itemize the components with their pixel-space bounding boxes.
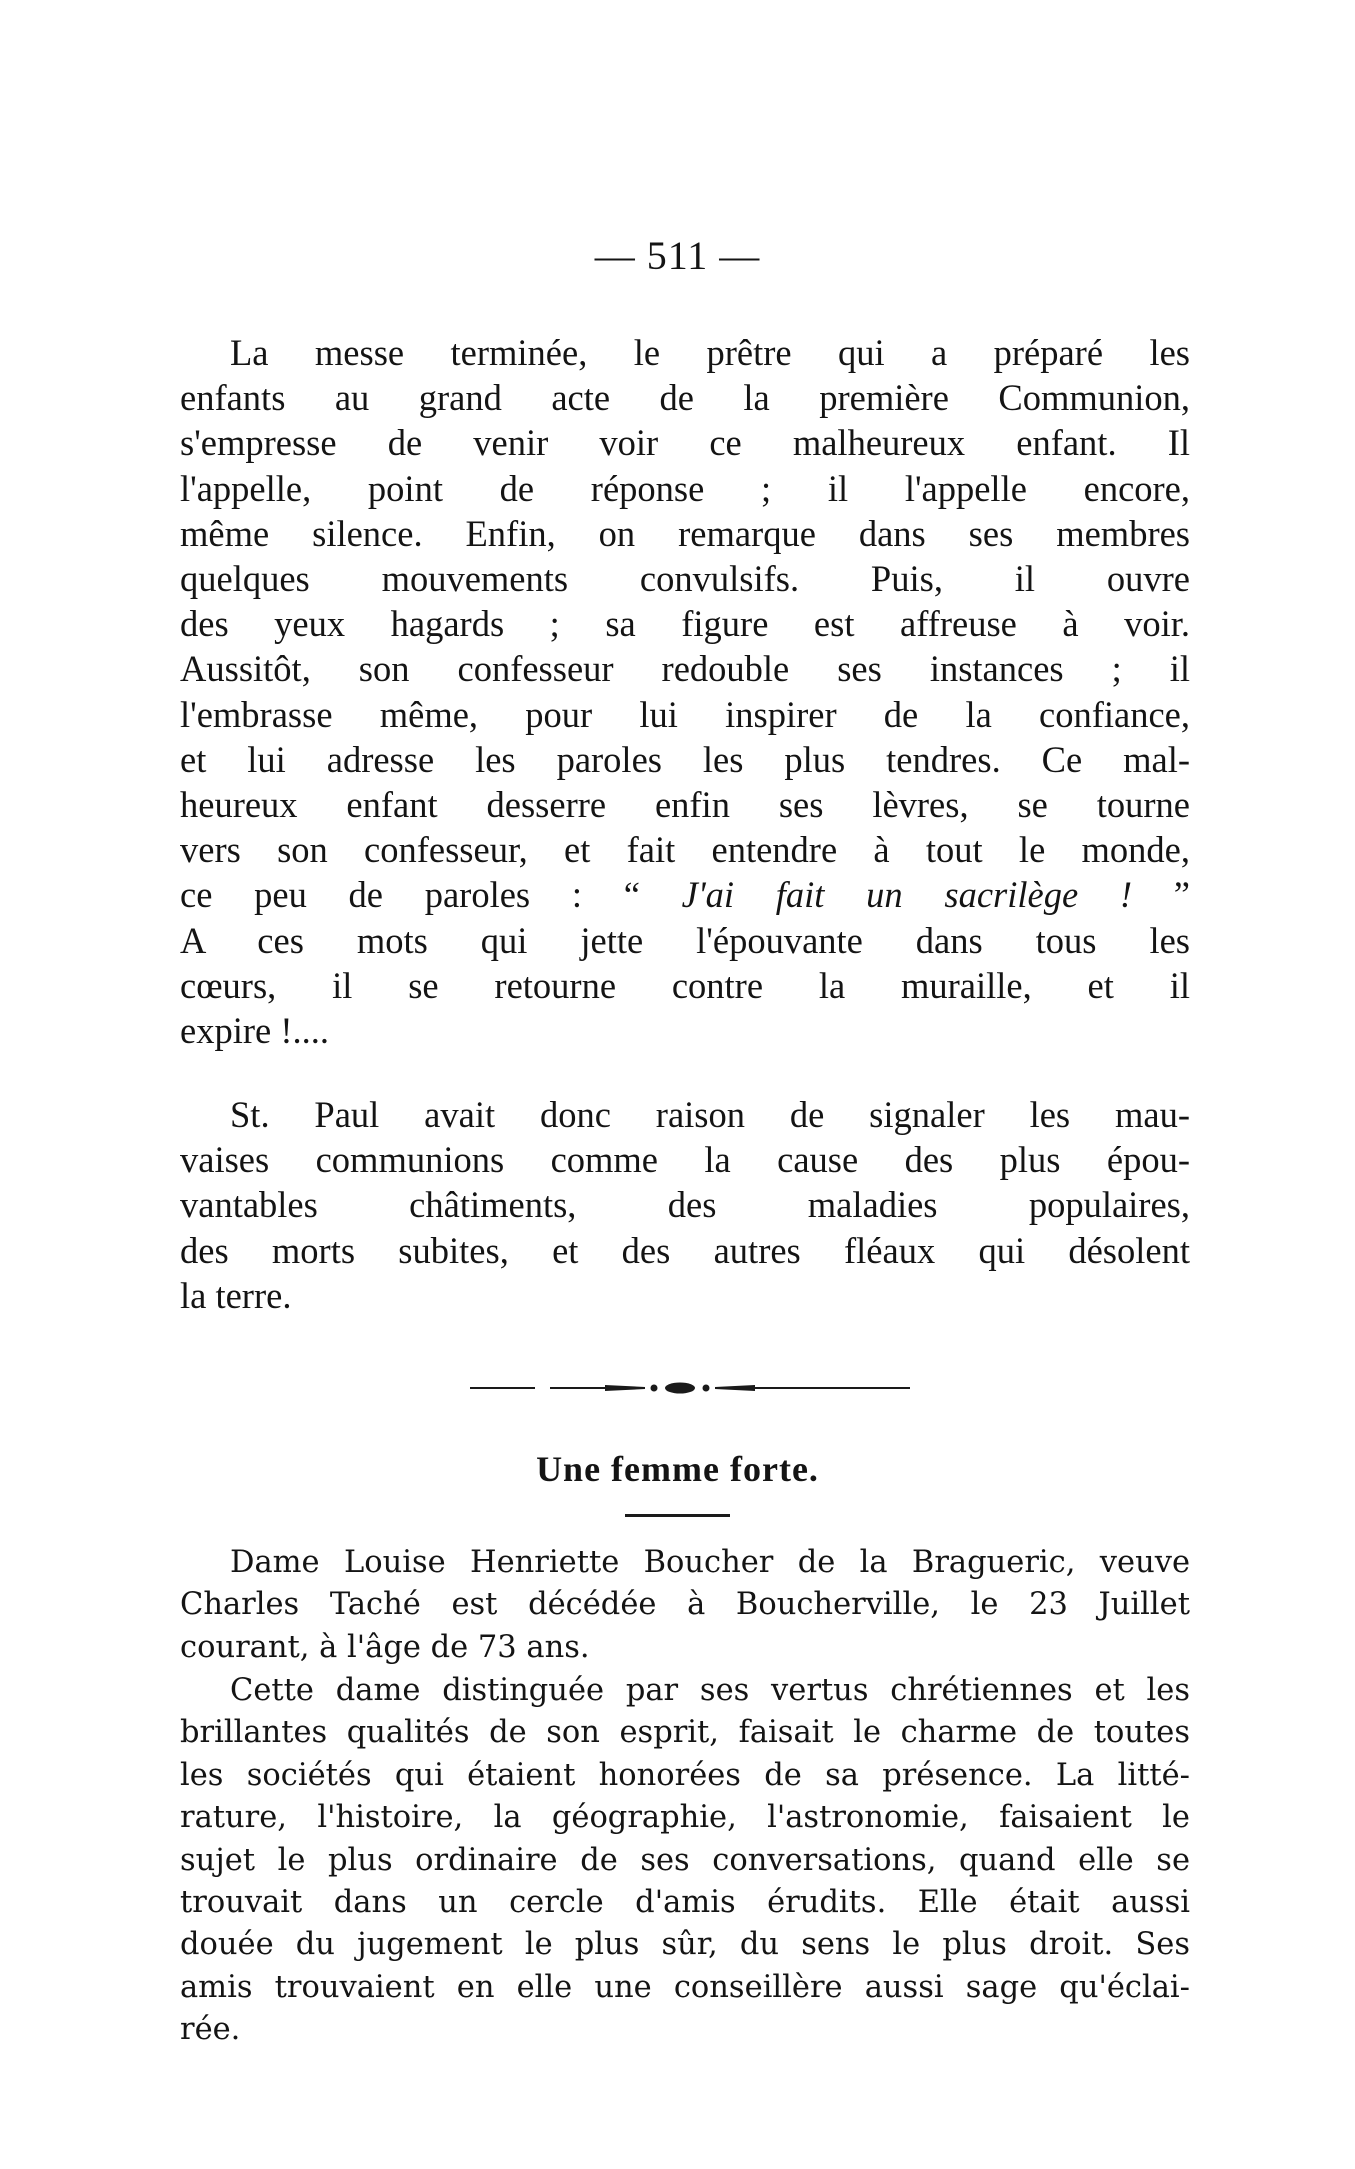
text-line: Cette dame distinguée par ses vertus chrétiennes et les bbox=[230, 1673, 1190, 1708]
title-underline bbox=[625, 1514, 730, 1517]
text-line: cœurs, il se retourne contre la muraille, et il bbox=[180, 964, 1190, 1006]
text-line: enfants au grand acte de la première Communion, bbox=[180, 377, 1190, 419]
text-line: vers son confesseur, et fait entendre à tout le monde, bbox=[180, 829, 1190, 871]
text-line: quelques mouvements convulsifs. Puis, il ouvre bbox=[180, 558, 1190, 600]
text-line: A ces mots qui jette l'épouvante dans tous les bbox=[180, 919, 1190, 961]
text-line: courant, à l'âge de 73 ans. bbox=[180, 1629, 590, 1665]
page-number: — 511 — bbox=[594, 233, 761, 278]
text-line: rée. bbox=[180, 2012, 241, 2048]
paragraph-obituary-intro bbox=[180, 1542, 1190, 1669]
text-line: s'empresse de venir voir ce malheureux enfant. Il bbox=[180, 422, 1190, 464]
text-line: même silence. Enfin, on remarque dans ses membres bbox=[180, 512, 1190, 554]
sacrilege-quote: J'ai fait un sacrilège ! bbox=[681, 874, 1133, 916]
text-line: douée du jugement le plus sûr, du sens le plus droit. Ses bbox=[180, 1927, 1190, 1963]
text-line: La messe terminée, le prêtre qui a préparé les bbox=[230, 332, 1190, 373]
paragraph-obituary-virtues bbox=[180, 1670, 1190, 2052]
text-line: l'embrasse même, pour lui inspirer de la confiance, bbox=[180, 693, 1190, 735]
text-line: Aussitôt, son confesseur redouble ses instances ; il bbox=[180, 648, 1190, 690]
text-line: brillantes qualités de son esprit, faisait le charme de toutes bbox=[180, 1715, 1190, 1751]
text-line: Dame Louise Henriette Boucher de la Bragueric, veuve bbox=[230, 1545, 1190, 1580]
text-line: rature, l'histoire, la géographie, l'astronomie, faisaient le bbox=[180, 1800, 1190, 1836]
quote-close: ” bbox=[1132, 874, 1190, 916]
text-line: vaises communions comme la cause des plus épou- bbox=[180, 1139, 1190, 1181]
text-line: amis trouvaient en elle une conseillère aussi sage qu'éclai- bbox=[180, 1969, 1190, 2005]
text-line: sujet le plus ordinaire de ses conversations, quand elle se bbox=[180, 1842, 1190, 1878]
text-line: heureux enfant desserre enfin ses lèvres, se tourne bbox=[180, 784, 1190, 826]
text-line-with-quote bbox=[180, 872, 1190, 917]
text-line: et lui adresse les paroles les plus tendres. Ce mal- bbox=[180, 738, 1190, 780]
text-line: St. Paul avait donc raison de signaler les mau- bbox=[230, 1094, 1190, 1135]
ornamental-divider bbox=[470, 1378, 910, 1398]
paragraph-mass-ending bbox=[180, 330, 1190, 1053]
text-line: expire !.... bbox=[180, 1010, 329, 1052]
text-line: l'appelle, point de réponse ; il l'appelle encore, bbox=[180, 467, 1190, 509]
text-line: vantables châtiments, des maladies populaires, bbox=[180, 1184, 1190, 1226]
text-line: Charles Taché est décédée à Boucherville, le 23 Juillet bbox=[180, 1587, 1190, 1623]
text-line: des morts subites, et des autres fléaux qui désolent bbox=[180, 1229, 1190, 1271]
text-line: la terre. bbox=[180, 1274, 292, 1316]
section-title: Une femme forte. bbox=[536, 1449, 819, 1489]
text-line: des yeux hagards ; sa figure est affreuse à voir. bbox=[180, 603, 1190, 645]
text-line: trouvait dans un cercle d'amis érudits. Elle était aussi bbox=[180, 1885, 1190, 1921]
paragraph-st-paul bbox=[180, 1092, 1190, 1318]
text-line: les sociétés qui étaient honorées de sa présence. La litté- bbox=[180, 1757, 1190, 1793]
quote-lead: ce peu de paroles : “ bbox=[180, 874, 682, 916]
